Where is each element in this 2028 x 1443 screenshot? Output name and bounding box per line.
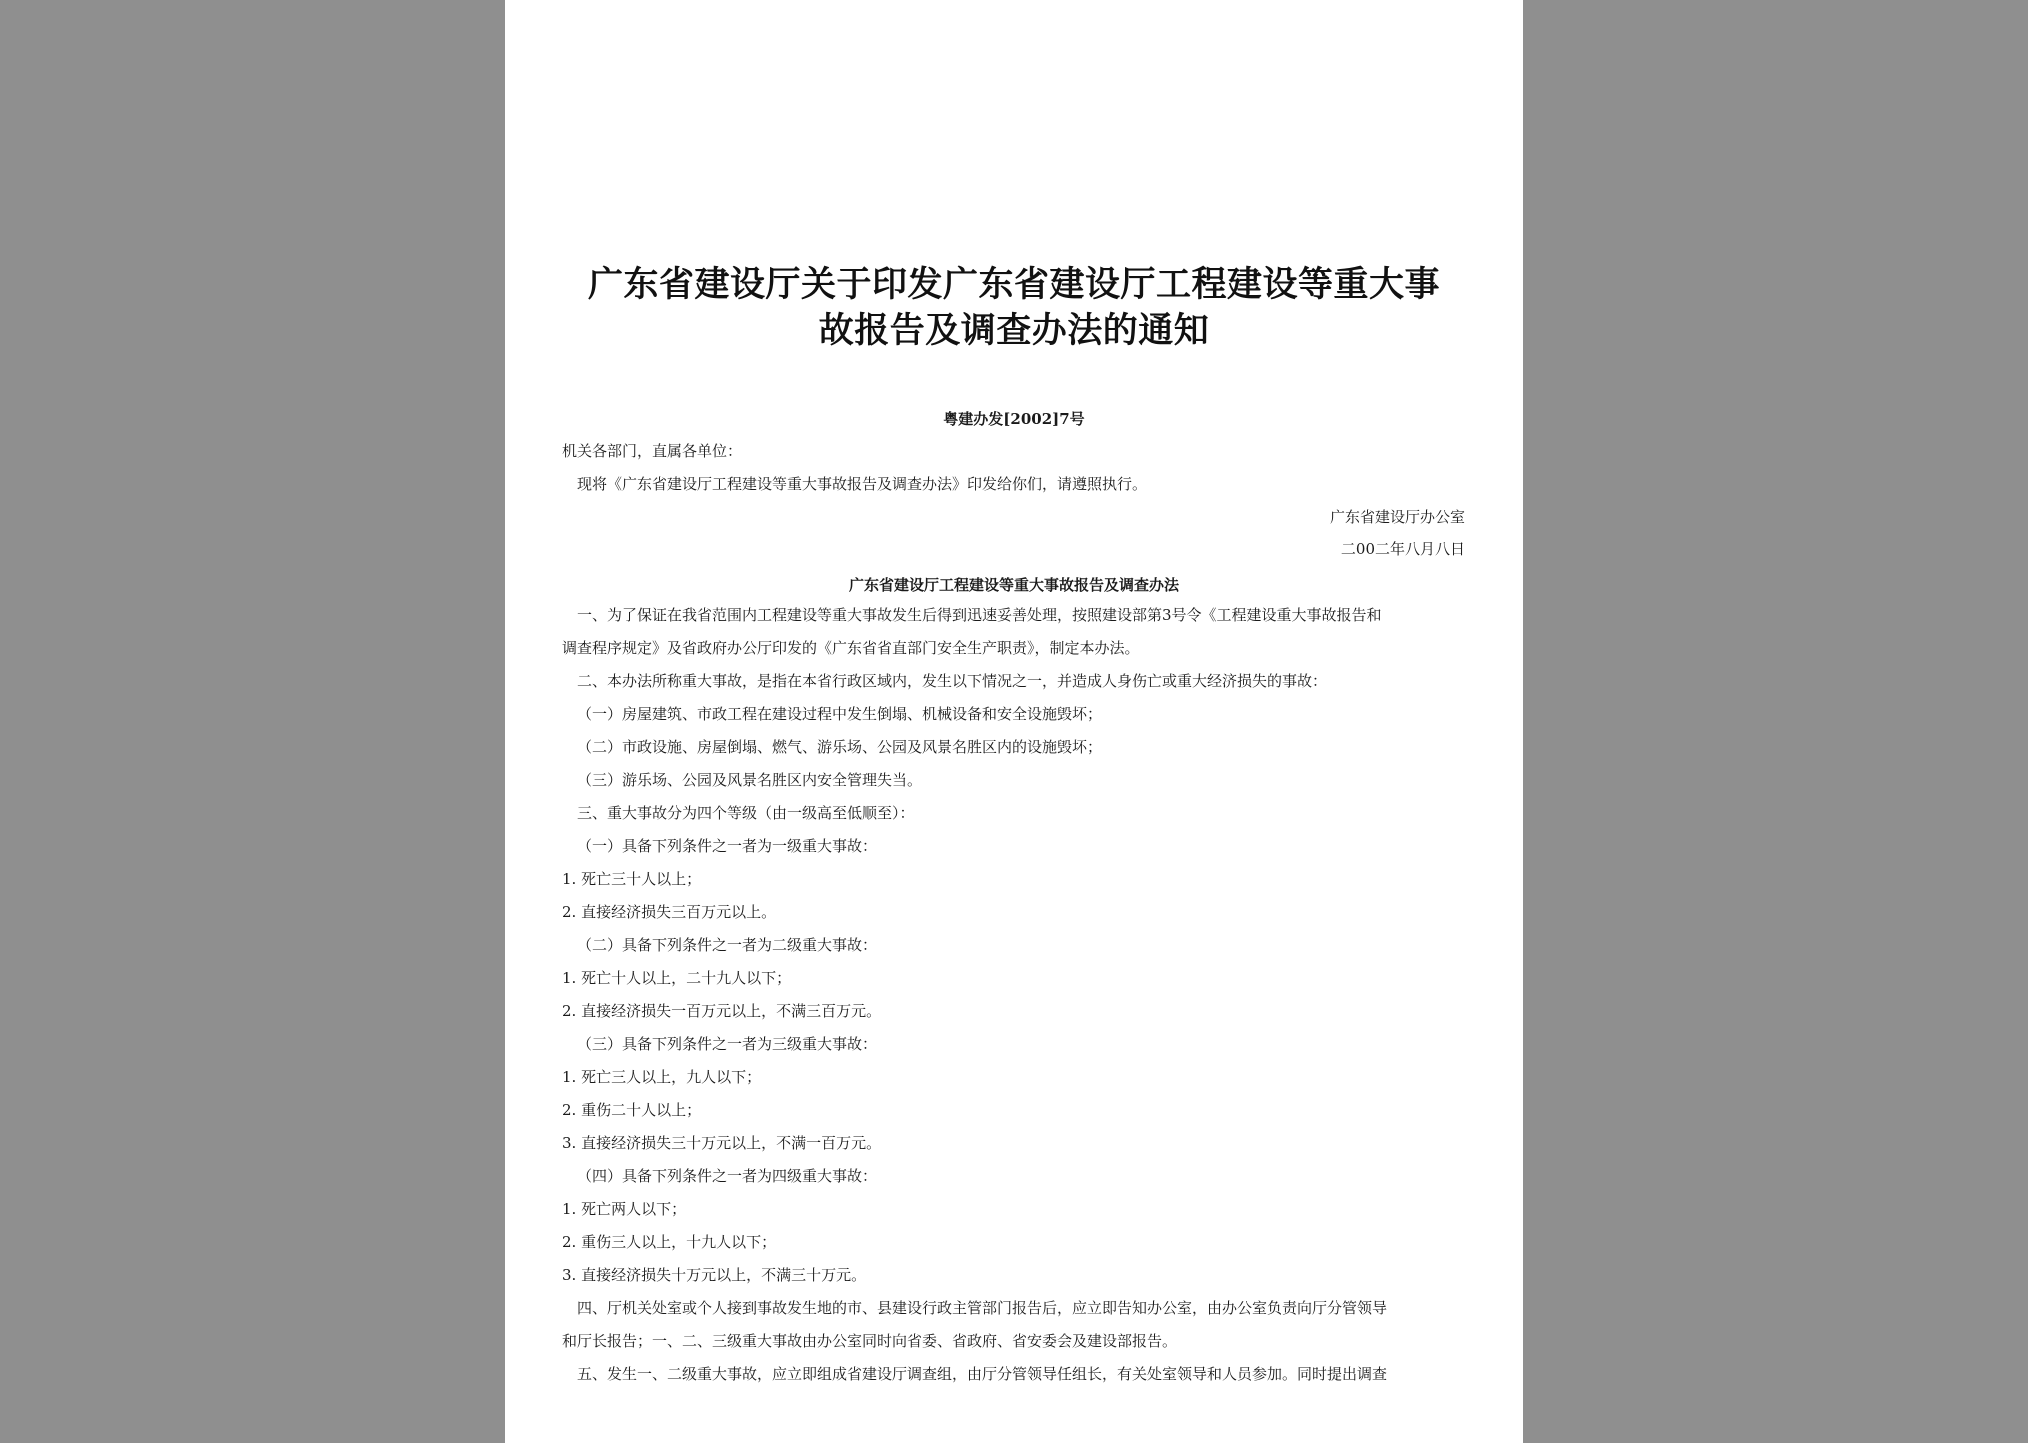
- body-line: （二）具备下列条件之一者为二级重大事故：: [577, 936, 878, 954]
- body-line: 1. 死亡三十人以上；: [562, 870, 702, 888]
- body-line: 三、重大事故分为四个等级（由一级高至低顺至）：: [577, 804, 915, 822]
- body-line: 2. 直接经济损失一百万元以上，不满三百万元。: [562, 1002, 882, 1020]
- body-line: 2. 重伤二十人以上；: [562, 1101, 702, 1119]
- document-title-line2: 故报告及调查办法的通知: [818, 311, 1210, 351]
- document-page: [505, 0, 1523, 1443]
- body-line: （三）具备下列条件之一者为三级重大事故：: [577, 1035, 878, 1053]
- body-line: 1. 死亡三人以上，九人以下；: [562, 1068, 762, 1086]
- body-line: 2. 重伤三人以上，十九人以下；: [562, 1233, 777, 1251]
- addressee: 机关各部门，直属各单位：: [562, 442, 743, 460]
- body-line: 五、发生一、二级重大事故，应立即组成省建设厅调查组，由厅分管领导任组长，有关处室领导和人员参加。同时提出调查: [577, 1365, 1388, 1383]
- body-line: 1. 死亡两人以下；: [562, 1200, 687, 1218]
- issue-date: 二00二年八月八日: [1340, 540, 1465, 558]
- body-line: 2. 直接经济损失三百万元以上。: [562, 903, 777, 921]
- issuer: 广东省建设厅办公室: [1329, 508, 1465, 526]
- body-line: 二、本办法所称重大事故，是指在本省行政区域内，发生以下情况之一，并造成人身伤亡或重大经济损失的事故：: [577, 672, 1328, 690]
- measures-subtitle: 广东省建设厅工程建设等重大事故报告及调查办法: [848, 576, 1179, 594]
- body-line: 3. 直接经济损失三十万元以上，不满一百万元。: [562, 1134, 882, 1152]
- body-line: 四、厅机关处室或个人接到事故发生地的市、县建设行政主管部门报告后，应立即告知办公室，由办公室负责向厅分管领导: [577, 1299, 1388, 1317]
- body-line: 和厅长报告；一、二、三级重大事故由办公室同时向省委、省政府、省安委会及建设部报告。: [562, 1332, 1178, 1350]
- body-line: （三）游乐场、公园及风景名胜区内安全管理失当。: [577, 771, 923, 789]
- body-line: （二）市政设施、房屋倒塌、燃气、游乐场、公园及风景名胜区内的设施毁坏；: [577, 738, 1103, 756]
- body-line: 一、为了保证在我省范围内工程建设等重大事故发生后得到迅速妥善处理，按照建设部第3号令《工程建设重大事故报告和: [577, 606, 1382, 624]
- body-line: 1. 死亡十人以上，二十九人以下；: [562, 969, 792, 987]
- body-line: （四）具备下列条件之一者为四级重大事故：: [577, 1167, 878, 1185]
- document-number: 粤建办发[2002]7号: [943, 410, 1085, 428]
- intro-paragraph: 现将《广东省建设厅工程建设等重大事故报告及调查办法》印发给你们，请遵照执行。: [577, 475, 1148, 493]
- body-line: 调查程序规定》及省政府办公厅印发的《广东省省直部门安全生产职责》，制定本办法。: [562, 639, 1140, 657]
- body-line: 3. 直接经济损失十万元以上，不满三十万元。: [562, 1266, 867, 1284]
- document-title-line1: 广东省建设厅关于印发广东省建设厅工程建设等重大事: [587, 265, 1440, 305]
- body-line: （一）房屋建筑、市政工程在建设过程中发生倒塌、机械设备和安全设施毁坏；: [577, 705, 1103, 723]
- body-line: （一）具备下列条件之一者为一级重大事故：: [577, 837, 878, 855]
